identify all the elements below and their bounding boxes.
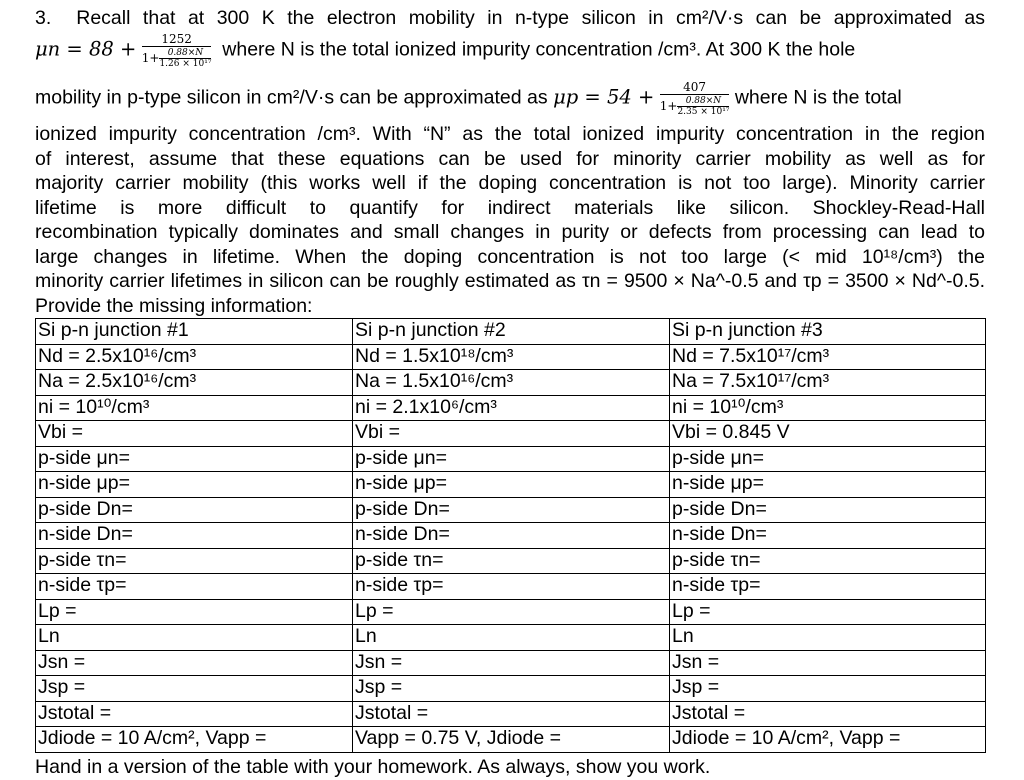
table-row <box>36 650 986 676</box>
table-cell: Ln <box>353 625 670 651</box>
mu-p-denominator <box>660 94 730 117</box>
table-cell: Na = 2.5x10¹⁶/cm³ <box>36 370 353 396</box>
table-cell: Si p-n junction #1 <box>36 319 353 345</box>
junction-table <box>35 318 986 753</box>
table-cell: ni = 2.1x10⁶/cm³ <box>353 395 670 421</box>
table-cell: p-side τn= <box>36 548 353 574</box>
problem-line-2 <box>35 32 985 69</box>
table-cell: Na = 1.5x10¹⁶/cm³ <box>353 370 670 396</box>
table-cell: p-side μn= <box>36 446 353 472</box>
line-3-text-before: mobility in p-type silicon in cm²/V·s can be approximated as <box>35 86 548 109</box>
table-cell: n-side μp= <box>36 472 353 498</box>
mu-n-den-prefix: 1+ <box>141 51 160 65</box>
problem-line-10: minority carrier lifetimes in silicon can be roughly estimated as τn = 9500 × Na^-0.5 and τp = 3500 × Nd^-0.5. <box>35 270 985 292</box>
table-row <box>36 370 986 396</box>
table-cell: Jsp = <box>36 676 353 702</box>
problem-line-6: majority carrier mobility (this works well if the doping concentration is not too large). Minority carrier <box>35 172 985 194</box>
table-cell: p-side μn= <box>670 446 986 472</box>
problem-line-1 <box>35 6 985 30</box>
table-cell: n-side μp= <box>353 472 670 498</box>
table-cell: n-side τp= <box>670 574 986 600</box>
table-cell: Vbi = 0.845 V <box>670 421 986 447</box>
problem-intro-text: Recall that at 300 K the electron mobility in n-type silicon in cm²/V·s can be approximated as <box>76 7 985 29</box>
footer-note: Hand in a version of the table with your homework. As always, show you work. <box>35 756 711 778</box>
table-cell: Jsn = <box>670 650 986 676</box>
table-row <box>36 446 986 472</box>
mu-p-numerator: 407 <box>683 80 707 94</box>
table-cell: Nd = 2.5x10¹⁶/cm³ <box>36 344 353 370</box>
table-row <box>36 727 986 753</box>
problem-line-3 <box>35 80 985 117</box>
table-cell: p-side τn= <box>670 548 986 574</box>
table-row <box>36 676 986 702</box>
table-cell: Na = 7.5x10¹⁷/cm³ <box>670 370 986 396</box>
problem-line-9: large changes in lifetime. When the doping concentration is not too large (< mid 10¹⁸/cm³) the <box>35 246 985 268</box>
mu-p-lhs: μp = 54 + <box>553 85 655 109</box>
mu-p-inner-den: 2.35 × 10¹⁷ <box>677 107 730 117</box>
table-cell: Jsn = <box>36 650 353 676</box>
problem-line-5: of interest, assume that these equations can be used for minority carrier mobility as well as for <box>35 148 985 170</box>
table-cell: n-side μp= <box>670 472 986 498</box>
table-cell: ni = 10¹⁰/cm³ <box>36 395 353 421</box>
mu-n-inner-den: 1.26 × 10¹⁷ <box>159 59 212 69</box>
table-row <box>36 344 986 370</box>
table-cell: Jstotal = <box>670 701 986 727</box>
table-cell: Lp = <box>353 599 670 625</box>
problem-number: 3. <box>35 7 52 29</box>
table-cell: Jstotal = <box>353 701 670 727</box>
table-cell: ni = 10¹⁰/cm³ <box>670 395 986 421</box>
table-row <box>36 421 986 447</box>
problem-line-11: Provide the missing information: <box>35 295 313 317</box>
mu-n-fraction <box>142 32 212 69</box>
mu-n-inner-fraction <box>159 48 211 69</box>
table-cell: p-side τn= <box>353 548 670 574</box>
table-row <box>36 497 986 523</box>
table-cell: Jstotal = <box>36 701 353 727</box>
mu-p-fraction <box>660 80 730 117</box>
table-cell: p-side Dn= <box>353 497 670 523</box>
table-cell: Vapp = 0.75 V, Jdiode = <box>353 727 670 753</box>
table-row <box>36 523 986 549</box>
table-cell: Jsn = <box>353 650 670 676</box>
table-cell: Si p-n junction #2 <box>353 319 670 345</box>
table-row <box>36 574 986 600</box>
table-cell: Jsp = <box>353 676 670 702</box>
table-cell: n-side Dn= <box>670 523 986 549</box>
table-cell: n-side τp= <box>353 574 670 600</box>
table-cell: Nd = 7.5x10¹⁷/cm³ <box>670 344 986 370</box>
problem-line-8: recombination typically dominates and small changes in purity or defects from processing can lead to <box>35 221 985 243</box>
table-row <box>36 395 986 421</box>
table-row <box>36 599 986 625</box>
table-header-row <box>36 319 986 345</box>
mu-p-den-prefix: 1+ <box>659 99 678 113</box>
problem-line-7: lifetime is more difficult to quantify for indirect materials like silicon. Shockley-Read-Hall <box>35 197 985 219</box>
table-cell: p-side μn= <box>353 446 670 472</box>
line-3-text-after: where N is the total <box>734 86 902 109</box>
table-cell: Ln <box>670 625 986 651</box>
table-cell: Vbi = <box>353 421 670 447</box>
table-row <box>36 701 986 727</box>
table-row <box>36 472 986 498</box>
table-cell: Ln <box>36 625 353 651</box>
table-cell: p-side Dn= <box>36 497 353 523</box>
mu-n-numerator: 1252 <box>161 32 192 46</box>
table-cell: Lp = <box>36 599 353 625</box>
mu-p-inner-num: 0.88×N <box>685 96 722 106</box>
table-cell: Vbi = <box>36 421 353 447</box>
table-cell: Si p-n junction #3 <box>670 319 986 345</box>
table-cell: Jdiode = 10 A/cm², Vapp = <box>670 727 986 753</box>
table-cell: n-side Dn= <box>36 523 353 549</box>
table-cell: Lp = <box>670 599 986 625</box>
table-cell: Jdiode = 10 A/cm², Vapp = <box>36 727 353 753</box>
table-row <box>36 548 986 574</box>
table-row <box>36 625 986 651</box>
table-cell: Jsp = <box>670 676 986 702</box>
table-cell: Nd = 1.5x10¹⁸/cm³ <box>353 344 670 370</box>
table-cell: n-side Dn= <box>353 523 670 549</box>
table-cell: n-side τp= <box>36 574 353 600</box>
mu-n-denominator <box>142 46 212 69</box>
junction-table-body <box>36 319 986 753</box>
problem-line-4: ionized impurity concentration /cm³. With “N” as the total ionized impurity concentration in the region <box>35 123 985 145</box>
mu-n-lhs: μn = 88 + <box>35 37 137 61</box>
line-2-text: where N is the total ionized impurity concentration /cm³. At 300 K the hole <box>222 38 856 61</box>
mu-p-inner-fraction <box>677 96 729 117</box>
mu-n-inner-num: 0.88×N <box>167 48 204 58</box>
table-cell: p-side Dn= <box>670 497 986 523</box>
